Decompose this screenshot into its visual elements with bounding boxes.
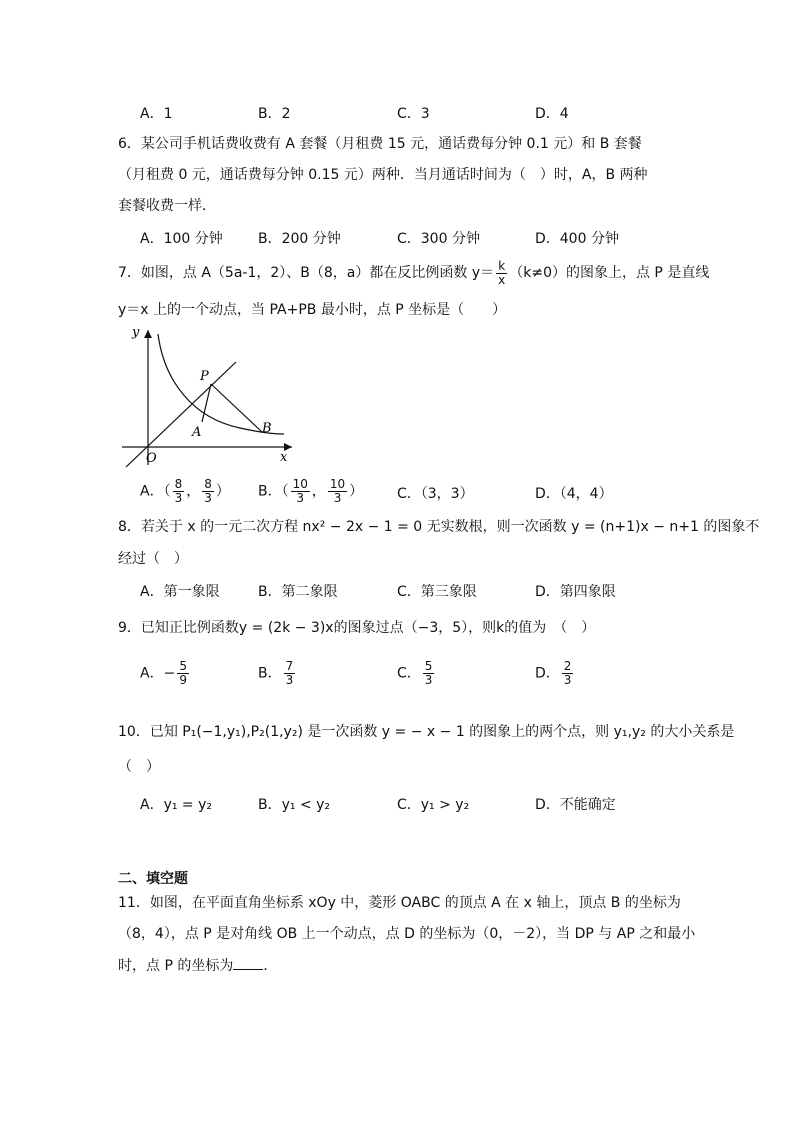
q8-option-d[interactable]: D．第四象限: [535, 584, 616, 600]
q7-b-suffix: ）: [349, 483, 364, 500]
q8-option-c[interactable]: C．第三象限: [397, 584, 477, 600]
y-axis-arrow: [144, 330, 152, 338]
q11-stem-line-3-end: ．: [263, 958, 278, 974]
frac-den: 3: [333, 491, 342, 505]
q7-option-a[interactable]: [140, 478, 230, 505]
frac-den: 9: [179, 673, 187, 687]
figure-label-b: B: [262, 421, 272, 436]
frac-den: 3: [296, 491, 305, 505]
q9-a-prefix: A．−: [140, 665, 176, 682]
frac-den: 3: [285, 673, 294, 687]
q5-option-a[interactable]: A．1: [140, 106, 173, 122]
q11-stem-line-3-text: 时，点 P 的坐标为: [118, 958, 234, 974]
frac-num: 10: [329, 477, 346, 491]
q8-option-a[interactable]: A．第一象限: [140, 584, 220, 600]
frac-den: 3: [563, 673, 572, 687]
q10-option-d[interactable]: D．不能确定: [535, 797, 616, 813]
q8-option-b[interactable]: B．第二象限: [258, 584, 338, 600]
figure-label-y: y: [132, 325, 140, 340]
q9-option-d[interactable]: [535, 660, 575, 687]
q7-options: [140, 478, 660, 508]
frac-num: 5: [179, 659, 187, 673]
q7-a-suffix: ）: [215, 483, 230, 500]
figure-label-x: x: [280, 450, 288, 465]
q10-stem-line-1: 10．已知 P₁(−1,y₁),P₂(1,y₂) 是一次函数 y = − x − 1 的图象上的两个点，则 y₁,y₂ 的大小关系是: [118, 724, 735, 740]
q6-option-b[interactable]: B．200 分钟: [258, 231, 341, 247]
q11-stem-line-1: 11．如图，在平面直角坐标系 xOy 中，菱形 OABC 的顶点 A 在 x 轴上，顶点 B 的坐标为: [118, 895, 681, 911]
q8-stem-line-1: 8．若关于 x 的一元二次方程 nx² − 2x − 1 = 0 无实数根，则一次函数 y = (n+1)x − n+1 的图象不: [118, 519, 760, 535]
frac-num: 10: [292, 477, 308, 491]
q6-option-a[interactable]: A．100 分钟: [140, 231, 223, 247]
figure-label-a: A: [192, 425, 202, 440]
frac-num: 8: [174, 477, 183, 491]
q7-a-prefix: A．（: [140, 483, 171, 500]
q9-options: [140, 660, 660, 696]
q7-b-prefix: B．（: [258, 483, 289, 500]
frac-num: 2: [563, 659, 572, 673]
q7-option-c[interactable]: C．（3，3）: [397, 486, 474, 502]
q10-options: [140, 794, 660, 816]
segment-pb: [211, 384, 262, 432]
q7-option-d[interactable]: D．（4，4）: [535, 486, 613, 502]
q10-option-a[interactable]: A．y₁ = y₂: [140, 797, 213, 813]
q9-a-frac: [177, 660, 189, 687]
q6-option-c[interactable]: C．300 分钟: [397, 231, 480, 247]
figure-label-o: O: [146, 451, 157, 466]
q8-stem-line-2: 经过（ ）: [118, 551, 188, 567]
figure-label-p: P: [200, 369, 209, 384]
frac-den: 3: [204, 491, 212, 505]
q7-frac-num: k: [498, 258, 506, 273]
q11-answer-blank[interactable]: [233, 955, 263, 970]
q7-option-b[interactable]: [258, 478, 363, 505]
q9-b-prefix: B．: [258, 665, 282, 682]
q7-stem-line-1: [118, 258, 709, 288]
q6-stem-line-3: 套餐收费一样．: [118, 198, 216, 214]
q9-option-c[interactable]: [397, 660, 436, 687]
q9-b-frac: [284, 660, 296, 687]
q9-stem: 9．已知正比例函数y = (2k − 3)x的图象过点（−3，5），则k的值为 （ ）: [118, 620, 596, 636]
q7-a-frac-1: [173, 478, 185, 505]
q6-options: [140, 228, 660, 250]
q10-option-c[interactable]: C．y₁ > y₂: [397, 797, 470, 813]
q7-a-frac-2: [202, 478, 214, 505]
q7-b-frac-1: [291, 478, 310, 505]
q5-option-b[interactable]: B．2: [258, 106, 291, 122]
q7-stem-part-1: 7．如图，点 A（5a-1，2）、B（8，a）都在反比例函数 y＝: [118, 265, 495, 281]
q6-stem-line-1: 6．某公司手机话费收费有 A 套餐（月租费 15 元，通话费每分钟 0.1 元）和 B 套餐: [118, 136, 642, 152]
frac-den: 3: [174, 491, 183, 505]
section-2-title: 二、填空题: [118, 871, 188, 887]
q11-stem-line-3: [118, 955, 277, 976]
q7-stem-part-2: （k≠0）的图象上，点 P 是直线: [509, 265, 710, 281]
q10-stem-line-2: （ ）: [118, 759, 160, 775]
q9-c-frac: [423, 660, 435, 687]
q9-d-prefix: D．: [535, 665, 560, 682]
q7-frac-den: x: [498, 272, 506, 287]
q5-option-d[interactable]: D．4: [535, 106, 569, 122]
frac-num: 5: [424, 659, 433, 673]
q7-b-sep: ，: [311, 483, 326, 500]
q7-stem-line-2: y＝x 上的一个动点，当 PA+PB 最小时，点 P 坐标是（ ）: [118, 302, 507, 318]
q8-options: [140, 581, 660, 603]
q10-option-b[interactable]: B．y₁ < y₂: [258, 797, 331, 813]
q6-stem-line-2: （月租费 0 元，通话费每分钟 0.15 元）两种．当月通话时间为（ ）时，A，B 两种: [118, 167, 648, 183]
frac-num: 8: [204, 477, 212, 491]
q9-option-b[interactable]: [258, 660, 297, 687]
line-y-equals-x: [126, 362, 236, 467]
q5-option-c[interactable]: C．3: [397, 106, 430, 122]
q9-c-prefix: C．: [397, 665, 421, 682]
q9-d-frac: [562, 660, 574, 687]
frac-den: 3: [424, 673, 433, 687]
frac-num: 7: [285, 659, 294, 673]
q7-fraction-k-over-x: [496, 260, 507, 287]
q5-options: [140, 103, 660, 125]
q7-b-frac-2: [328, 478, 347, 505]
q7-figure: [112, 322, 298, 468]
q6-option-d[interactable]: D．400 分钟: [535, 231, 619, 247]
q11-stem-line-2: （8，4），点 P 是对角线 OB 上一个动点，点 D 的坐标为（0，－2），当 DP 与 AP 之和最小: [118, 926, 696, 942]
q9-option-a[interactable]: [140, 660, 191, 687]
q7-a-sep: ，: [186, 483, 201, 500]
